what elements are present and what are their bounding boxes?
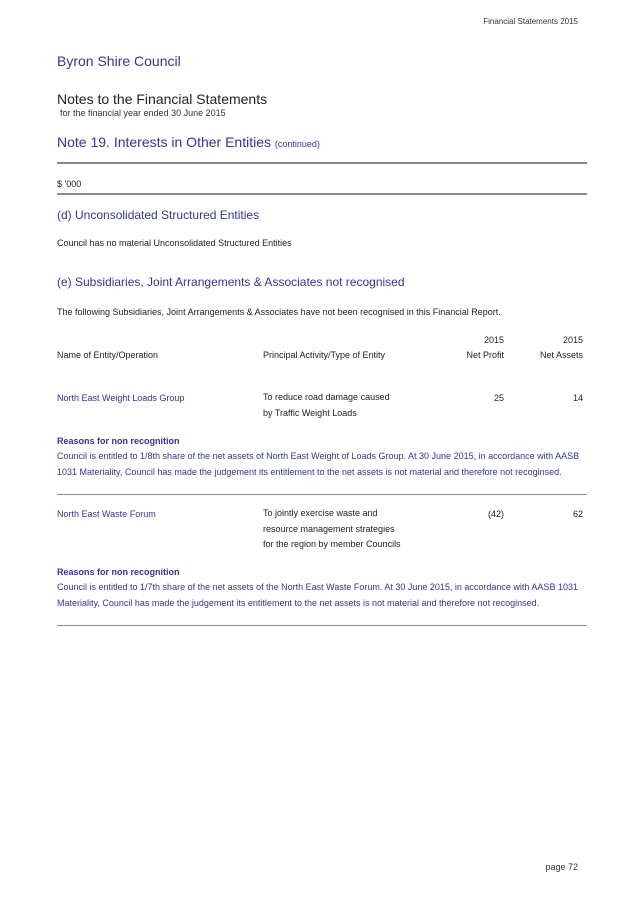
- running-header: Financial Statements 2015: [483, 17, 578, 26]
- activity-line: by Traffic Weight Loads: [263, 407, 357, 418]
- entity-activity: [263, 506, 401, 553]
- activity-line: for the region by member Councils: [263, 539, 401, 549]
- section-e-heading: (e) Subsidiaries, Joint Arrangements & Associates not recognised: [57, 275, 405, 289]
- document-title: Notes to the Financial Statements: [57, 91, 268, 107]
- council-name: Byron Shire Council: [57, 53, 181, 69]
- activity-line: To reduce road damage caused: [263, 392, 390, 402]
- header-entity-name: Name of Entity/Operation: [57, 350, 159, 360]
- net-assets-value: 62: [572, 509, 583, 519]
- entity-name: North East Waste Forum: [57, 509, 156, 519]
- section-e-intro: The following Subsidiaries, Joint Arrangements & Associates have not been recognised in this Financial Report.: [57, 307, 501, 317]
- header-net-assets: Net Assets: [539, 350, 583, 360]
- header-net-profit: Net Profit: [466, 350, 504, 360]
- net-profit-value: 25: [493, 393, 504, 403]
- reason-text: Council is entitled to 1/8th share of the net assets of North East Weight of Loads Group. At 30 June 2015, in accordance with AASB 1031 Materiality, Council has made the judgement its entitlement to the net assets is not material and therefore not recoginsed.: [57, 451, 580, 477]
- units-label: $ '000: [57, 179, 82, 189]
- section-d-text: Council has no material Unconsolidated Structured Entities: [57, 238, 292, 248]
- units-rule: [57, 193, 587, 195]
- net-assets-value: 14: [572, 393, 583, 403]
- entity-name: North East Weight Loads Group: [57, 393, 185, 403]
- page-number: page 72: [545, 862, 578, 872]
- header-activity: Principal Activity/Type of Entity: [263, 350, 386, 360]
- note-title-text: Note 19. Interests in Other Entities: [57, 134, 271, 150]
- header-profit-year: 2015: [483, 335, 504, 345]
- reason-heading: Reasons for non recognition: [57, 567, 180, 577]
- activity-line: To jointly exercise waste and: [263, 508, 378, 518]
- document-subtitle: for the financial year ended 30 June 2015: [60, 108, 226, 118]
- row-rule: [57, 625, 587, 626]
- reason-heading: Reasons for non recognition: [57, 436, 180, 446]
- top-rule: [57, 162, 587, 164]
- net-profit-value: (42): [487, 509, 504, 519]
- row-rule: [57, 494, 587, 495]
- entity-activity: [263, 390, 390, 421]
- reason-text: Council is entitled to 1/7th share of the net assets of the North East Waste Forum. At 30 June 2015, in accordance with AASB 1031 Materiality, Council has made the judgement its entitlement to the net assets is not material and therefore not recoginsed.: [57, 582, 578, 608]
- section-d-heading: (d) Unconsolidated Structured Entities: [57, 208, 260, 222]
- note-title: [57, 134, 320, 150]
- header-assets-year: 2015: [562, 335, 583, 345]
- note-continued-label: (continued): [274, 139, 320, 149]
- activity-line: resource management strategies: [263, 523, 395, 534]
